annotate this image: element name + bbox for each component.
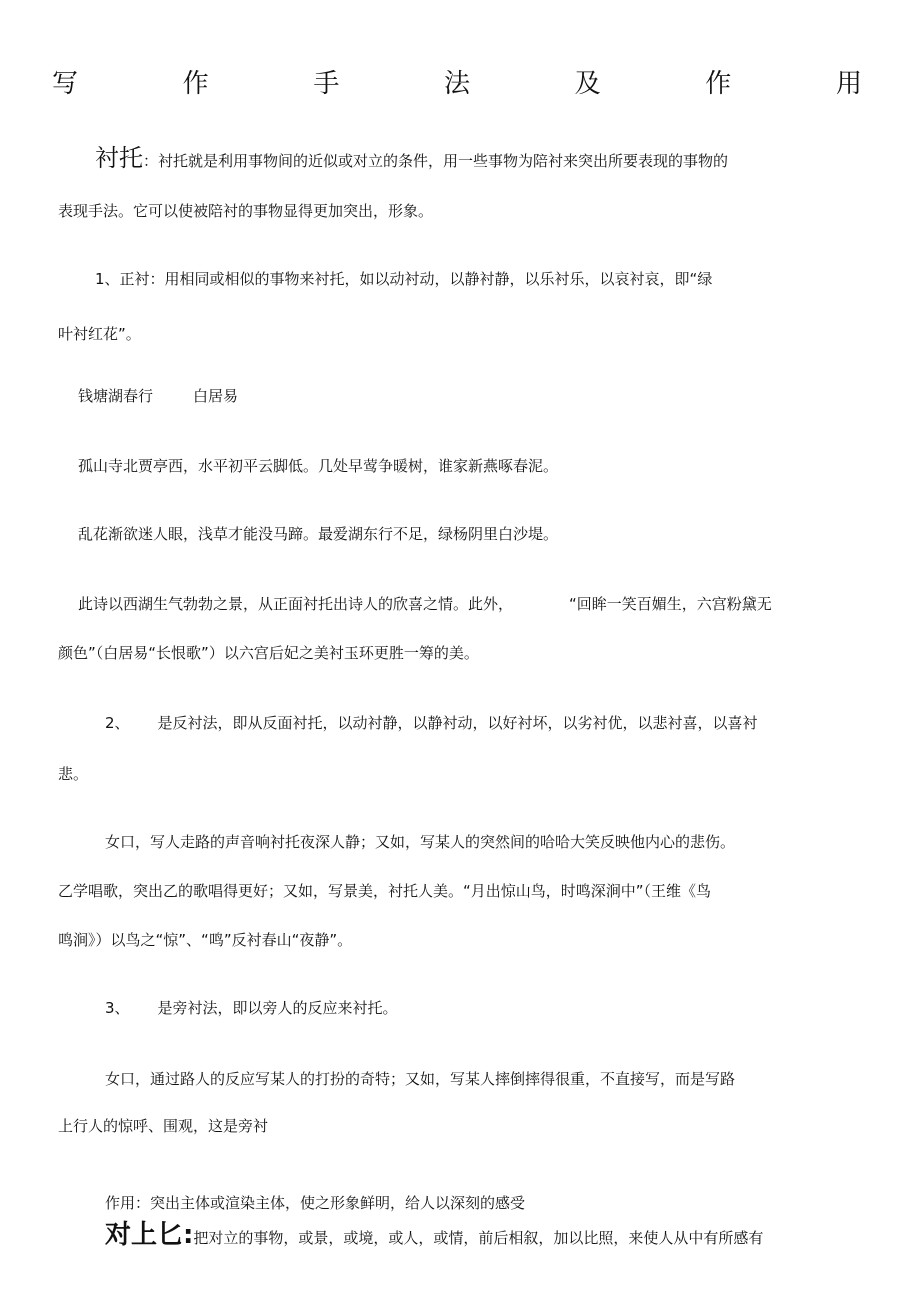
text-span: ：衬托就是利用事物间的近似或对立的条件，用一些事物为陪衬来突出所要表现的事物的 — [143, 152, 729, 170]
paragraph-line: 作用：突出主体或渲染主体，使之形象鲜明，给人以深刻的感受 — [105, 1194, 526, 1212]
section-heading-contrast: 对上匕: — [105, 1220, 194, 1250]
paragraph-line: 女口，通过路人的反应写某人的打扮的奇特；又如，写某人摔倒摔得很重，不直接写，而是写路 — [105, 1070, 736, 1088]
text-span: 正衬：用相同或相似的事物来衬托，如以动衬动，以静衬静，以乐衬乐，以哀衬哀，即“绿 — [119, 270, 713, 288]
title-char: 写 — [52, 69, 79, 99]
item-number: 3、 — [105, 999, 130, 1017]
text-span: 是旁衬法，即以旁人的反应来衬托。 — [157, 999, 398, 1017]
poem-line: 孤山寺北贾亭西，水平初平云脚低。几处早莺争暖树，谁家新燕啄春泥。 — [78, 457, 559, 475]
section-heading-contrast: 衬托 — [95, 144, 143, 172]
paragraph-line — [105, 996, 398, 1020]
text-span: “回眸一笑百媚生，六宫粉黛无 — [569, 595, 772, 613]
text-span: 把对立的事物，或景，或境，或人，或情，前后相叙，加以比照，来使人从中有所感有 — [193, 1229, 764, 1247]
paragraph-line: 乙学唱歌，突出乙的歌唱得更好；又如，写景美，衬托人美。“月出惊山鸟，时鸣深涧中”（王维《鸟 — [58, 882, 712, 900]
paragraph-line — [78, 592, 772, 616]
paragraph-line: 悲。 — [58, 765, 89, 783]
paragraph-line — [95, 143, 728, 173]
paragraph-line: 颜色”（白居易“长恨歌”）以六宫后妃之美衬玉环更胜一筹的美。 — [58, 644, 479, 662]
title-char: 法 — [443, 69, 470, 99]
title-char: 用 — [835, 69, 862, 99]
paragraph-line: 叶衬红花”。 — [58, 325, 141, 343]
paragraph-line: 女口，写人走路的声音响衬托夜深人静；又如，写某人的突然间的哈哈大笑反映他内心的悲伤。 — [105, 833, 736, 851]
paragraph-line: 鸣涧》）以鸟之“惊”、“鸣”反衬春山“夜静”。 — [58, 931, 353, 949]
title-char: 作 — [705, 69, 732, 99]
text-span: 是反衬法，即从反面衬托，以动衬静，以静衬动，以好衬坏，以劣衬优，以悲衬喜，以喜衬 — [157, 714, 758, 732]
title-char: 作 — [182, 69, 209, 99]
poem-heading — [78, 384, 238, 408]
paragraph-line — [105, 711, 758, 735]
paragraph-line: 上行人的惊呼、围观，这是旁衬 — [58, 1117, 269, 1135]
paragraph-line — [105, 1218, 763, 1255]
title-char: 及 — [574, 69, 601, 99]
poem-author: 白居易 — [193, 387, 239, 405]
title-char: 手 — [313, 69, 340, 99]
item-number: 2、 — [105, 714, 130, 732]
item-number: 1、 — [95, 270, 120, 288]
paragraph-line: 表现手法。它可以使被陪衬的事物显得更加突出，形象。 — [58, 202, 434, 220]
text-span: 此诗以西湖生气勃勃之景，从正面衬托出诗人的欣喜之情。此外， — [78, 595, 514, 613]
paragraph-line — [95, 267, 712, 291]
page-title — [52, 66, 862, 102]
poem-title: 钱塘湖春行 — [78, 387, 154, 405]
poem-line: 乱花渐欲迷人眼，浅草才能没马蹄。最爱湖东行不足，绿杨阴里白沙堤。 — [78, 525, 559, 543]
